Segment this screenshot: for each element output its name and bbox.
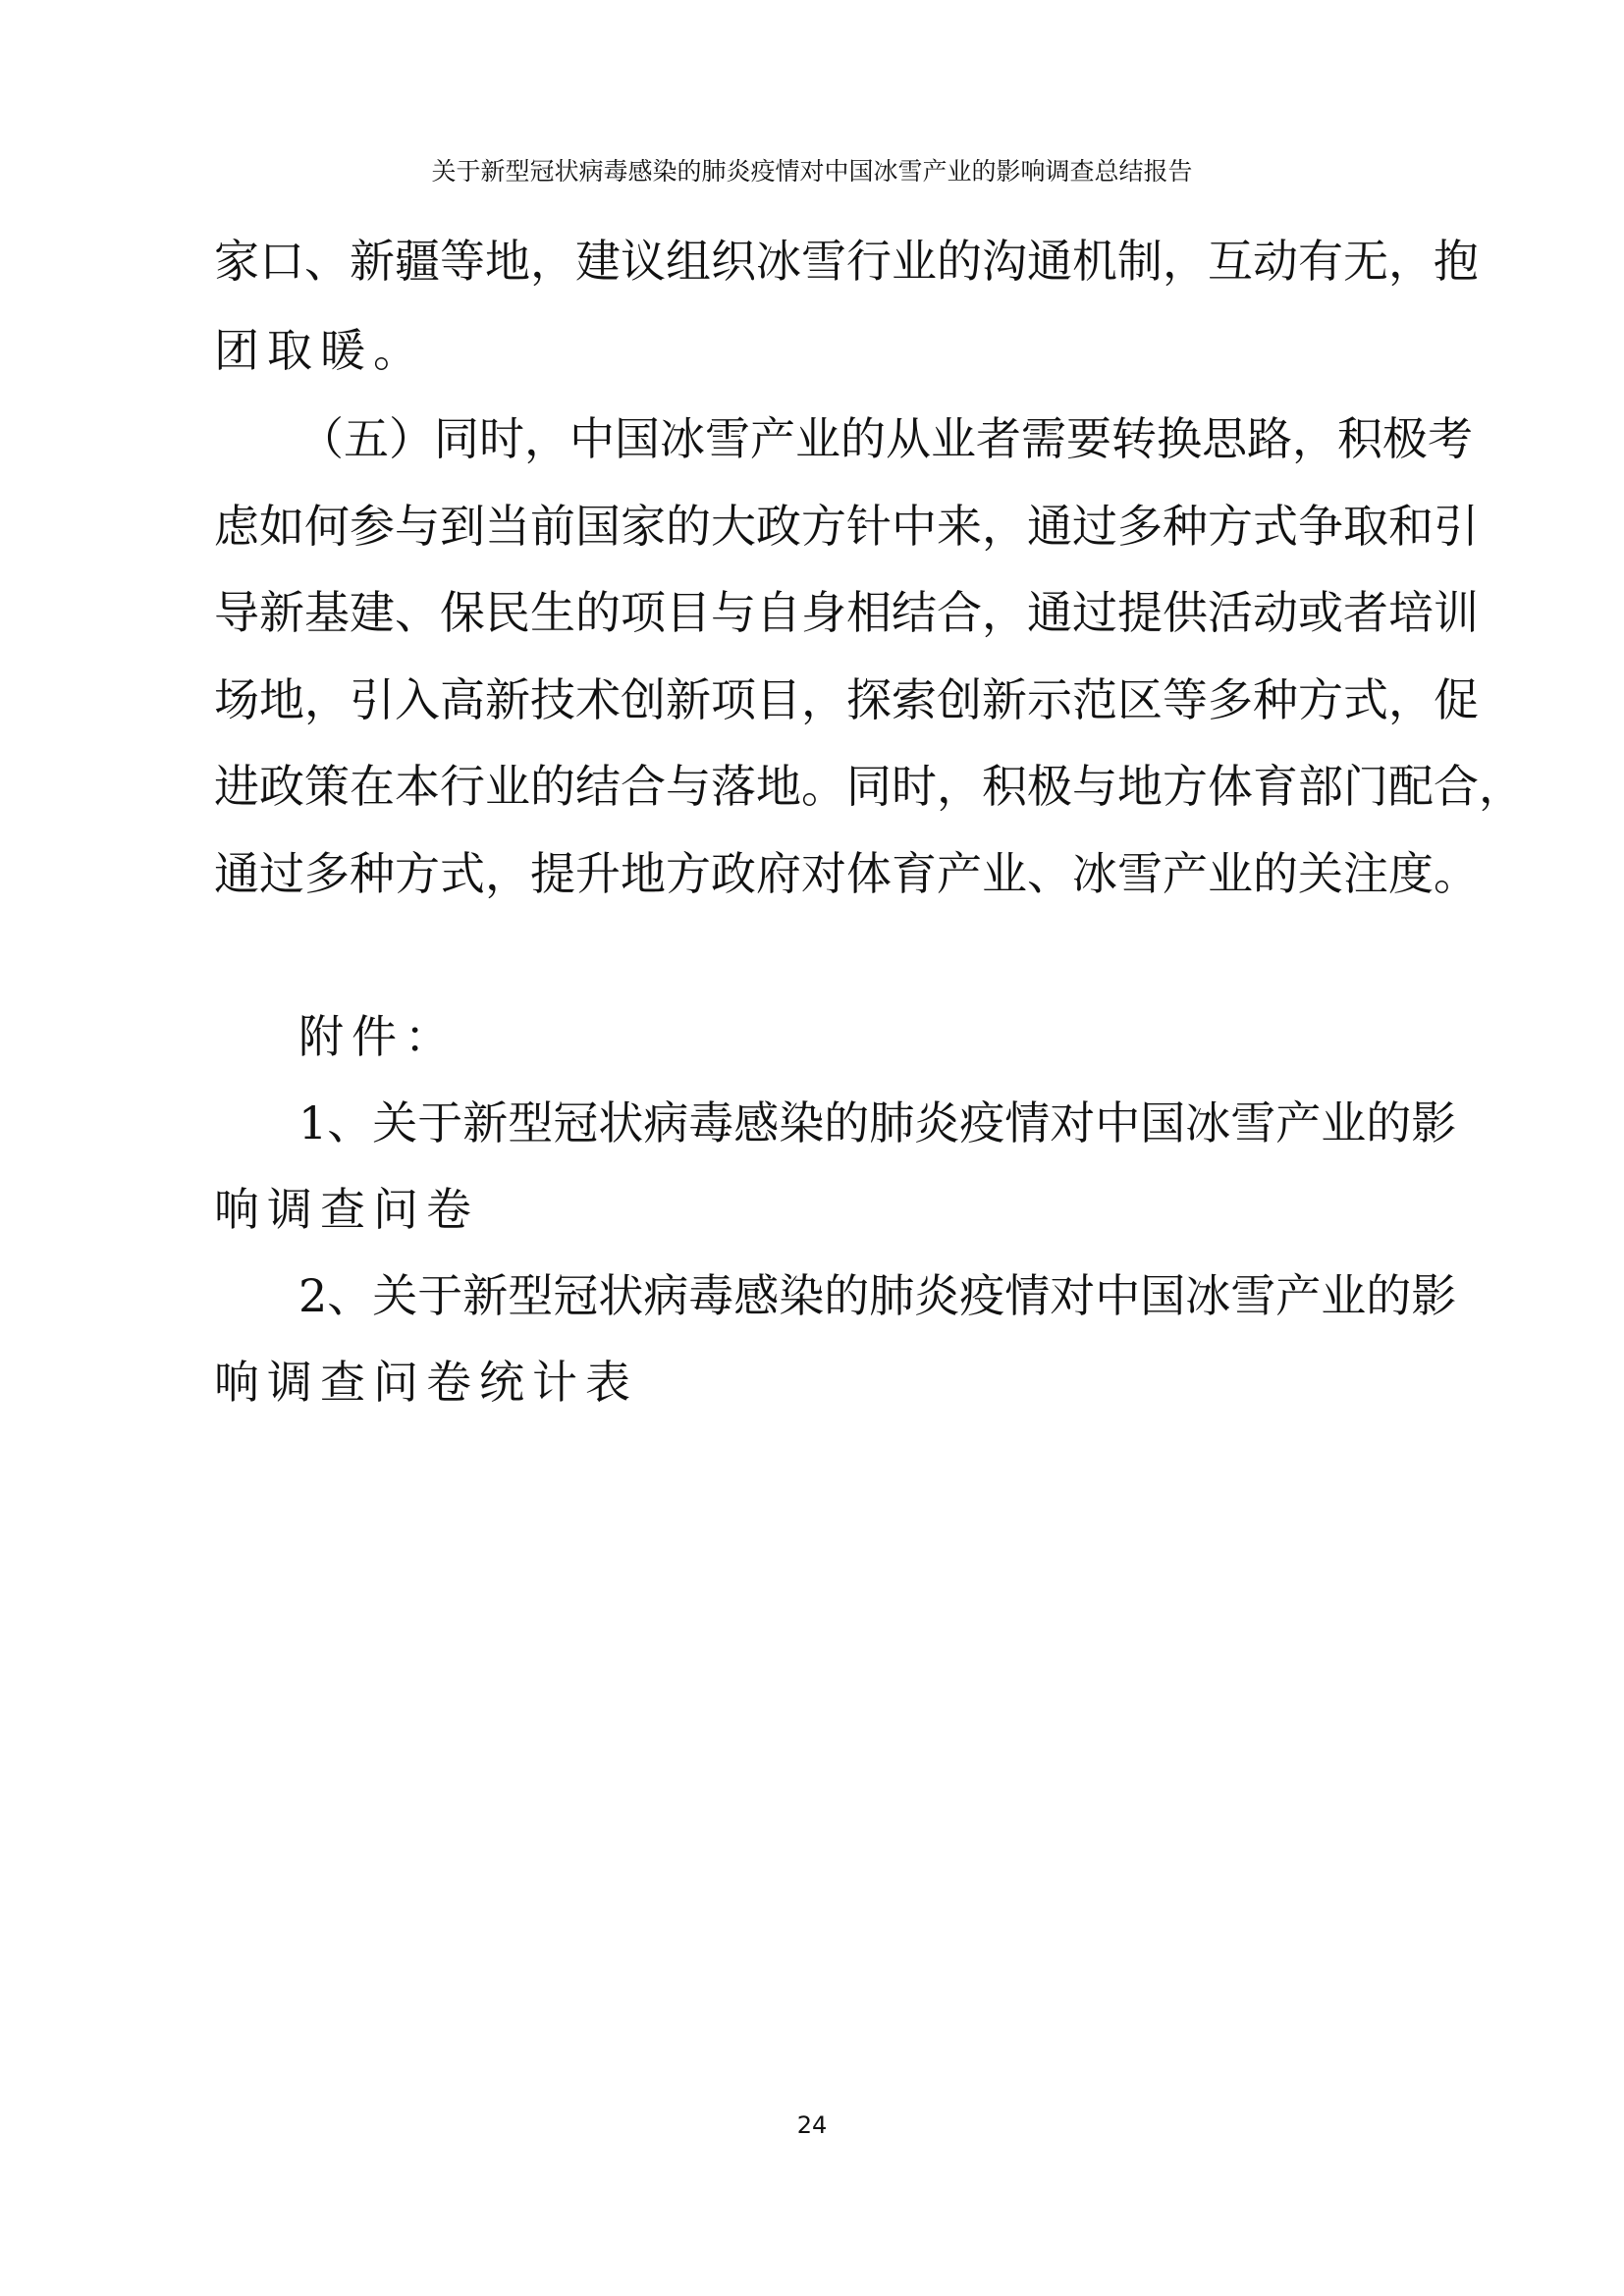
body-line: 团取暖。 <box>214 324 426 377</box>
attachment-item-line: 1 、 关 于 新 型 冠 状 病 毒 感 染 的 肺 炎 疫 情 对 中 国 冰 雪 产 业 的 影 <box>298 1096 1457 1149</box>
attachments-heading: 附件： <box>298 1010 458 1063</box>
body-line: 进 政 策 在 本 行 业 的 结 合 与 落 地 。 同 时 ， 积 极 与 地 方 体 育 部 门 配 合 ， <box>214 760 1524 813</box>
attachment-item-line: 响调查问卷统计表 <box>214 1356 638 1409</box>
body-line: （ 五 ） 同 时 ， 中 国 冰 雪 产 业 的 从 业 者 需 要 转 换 思 路 ， 积 极 考 <box>298 412 1473 465</box>
attachment-item-line: 2 、 关 于 新 型 冠 状 病 毒 感 染 的 肺 炎 疫 情 对 中 国 冰 雪 产 业 的 影 <box>298 1269 1457 1322</box>
body-line: 家 口 、 新 疆 等 地 ， 建 议 组 织 冰 雪 行 业 的 沟 通 机 制 ， 互 动 有 无 ， 抱 <box>214 235 1479 288</box>
body-line: 场 地 ， 引 入 高 新 技 术 创 新 项 目 ， 探 索 创 新 示 范 区 等 多 种 方 式 ， 促 <box>214 673 1479 726</box>
body-line: 导 新 基 建 、 保 民 生 的 项 目 与 自 身 相 结 合 ， 通 过 提 供 活 动 或 者 培 训 <box>214 586 1479 639</box>
page-header-title: 关于新型冠状病毒感染的肺炎疫情对中国冰雪产业的影响调查总结报告 <box>431 157 1193 186</box>
body-line: 虑 如 何 参 与 到 当 前 国 家 的 大 政 方 针 中 来 ， 通 过 多 种 方 式 争 取 和 引 <box>214 500 1479 553</box>
page-number: 24 <box>796 2111 828 2139</box>
attachment-item-line: 响调查问卷 <box>214 1183 479 1236</box>
body-line: 通 过 多 种 方 式 ， 提 升 地 方 政 府 对 体 育 产 业 、 冰 雪 产 业 的 关 注 度 。 <box>214 847 1479 900</box>
